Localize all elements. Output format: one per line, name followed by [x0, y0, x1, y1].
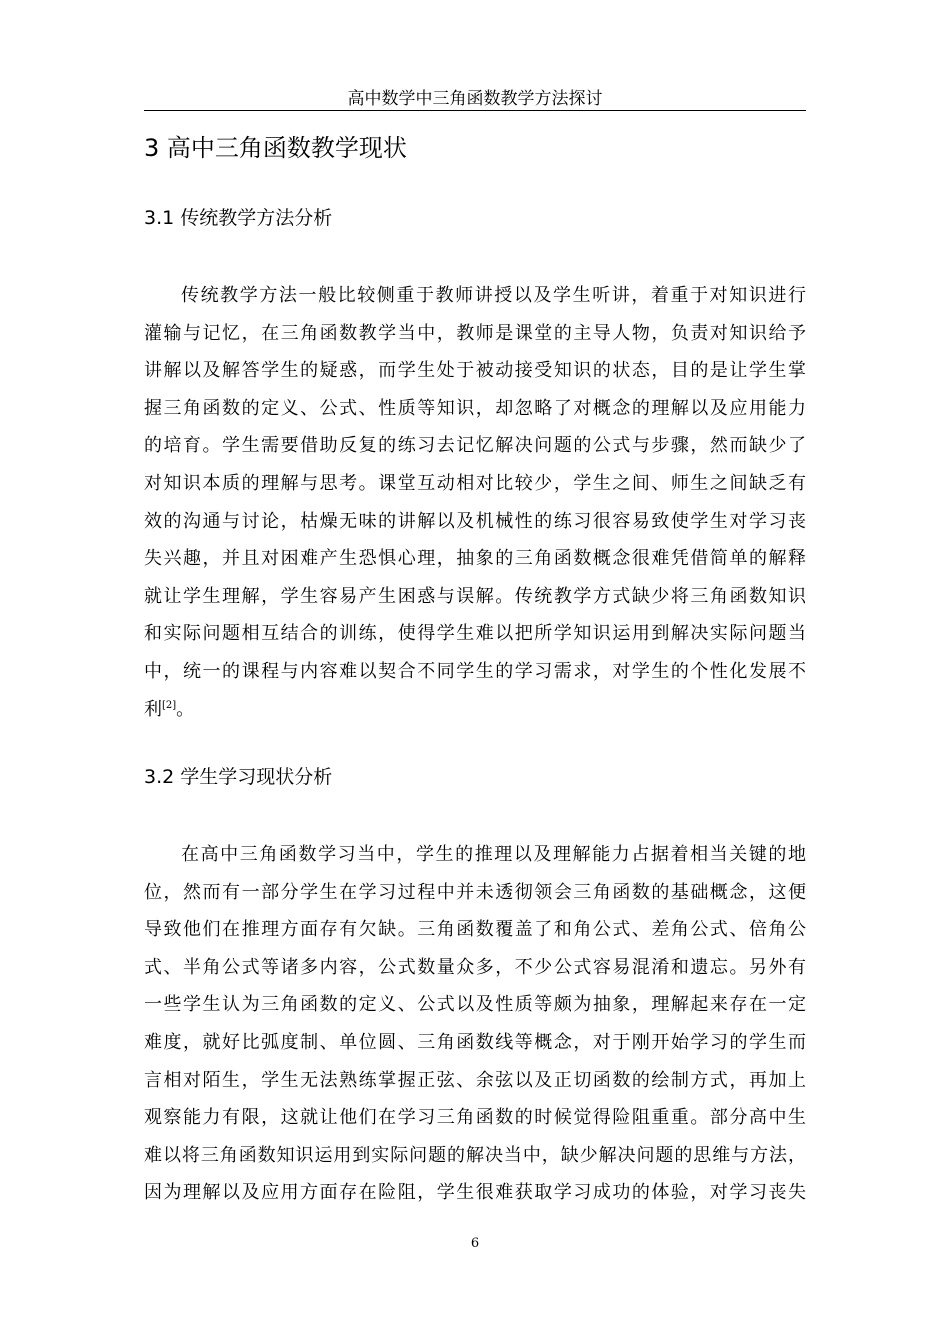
paragraph-line: 难度，就好比弧度制、单位圆、三角函数线等概念，对于刚开始学习的学生而 — [144, 1031, 806, 1053]
paragraph-line: 位，然而有一部分学生在学习过程中并未透彻领会三角函数的基础概念，这便 — [144, 881, 806, 903]
section-3-2-paragraph — [144, 836, 806, 1212]
paragraph-line: 失兴趣，并且对困难产生恐惧心理，抽象的三角函数概念很难凭借简单的解释 — [144, 548, 806, 570]
paragraph-line: 的培育。学生需要借助反复的练习去记忆解决问题的公式与步骤，然而缺少了 — [144, 435, 806, 457]
paragraph-line: 式、半角公式等诸多内容，公式数量众多，不少公式容易混淆和遗忘。另外有 — [144, 956, 806, 978]
section-title-3-1: 3.1 传统教学方法分析 — [144, 207, 333, 229]
paragraph-line: 观察能力有限，这就让他们在学习三角函数的时候觉得险阻重重。部分高中生 — [144, 1107, 806, 1129]
paragraph-line: 对知识本质的理解与思考。课堂互动相对比较少，学生之间、师生之间缺乏有 — [144, 472, 806, 494]
header-divider — [144, 110, 806, 111]
paragraph-line: 灌输与记忆，在三角函数教学当中，教师是课堂的主导人物，负责对知识给予 — [144, 322, 806, 344]
paragraph-line: 和实际问题相互结合的训练，使得学生难以把所学知识运用到解决实际问题当 — [144, 623, 806, 645]
paragraph-line: 就让学生理解，学生容易产生困惑与误解。传统教学方式缺少将三角函数知识 — [144, 585, 806, 607]
paragraph-line: 讲解以及解答学生的疑惑，而学生处于被动接受知识的状态，目的是让学生掌 — [144, 360, 806, 382]
last-line-end: 。 — [176, 698, 195, 720]
page-number: 6 — [470, 1236, 480, 1251]
paragraph-line: 握三角函数的定义、公式、性质等知识，却忽略了对概念的理解以及应用能力 — [144, 397, 806, 419]
paragraph-line: 传统教学方法一般比较侧重于教师讲授以及学生听讲，着重于对知识进行 — [181, 285, 806, 306]
chapter-title: 3 高中三角函数教学现状 — [144, 134, 407, 162]
last-line-text: 利 — [144, 698, 162, 720]
paragraph-line: 因为理解以及应用方面存在险阻，学生很难获取学习成功的体验，对学习丧失 — [144, 1182, 806, 1204]
paragraph-line: 一些学生认为三角函数的定义、公式以及性质等颇为抽象，理解起来存在一定 — [144, 994, 806, 1016]
running-header: 高中数学中三角函数教学方法探讨 — [347, 89, 603, 109]
paragraph-line: 效的沟通与讨论，枯燥无味的讲解以及机械性的练习很容易致使学生对学习丧 — [144, 510, 806, 532]
paragraph-line: 导致他们在推理方面存有欠缺。三角函数覆盖了和角公式、差角公式、倍角公 — [144, 919, 806, 941]
section-3-1-paragraph — [144, 277, 806, 728]
section-title-3-2: 3.2 学生学习现状分析 — [144, 766, 333, 788]
paragraph-line: 中，统一的课程与内容难以契合不同学生的学习需求，对学生的个性化发展不 — [144, 660, 806, 682]
paragraph-line: 难以将三角函数知识运用到实际问题的解决当中，缺少解决问题的思维与方法， — [144, 1144, 806, 1166]
paragraph-last-line — [144, 691, 806, 729]
paragraph-line: 言相对陌生，学生无法熟练掌握正弦、余弦以及正切函数的绘制方式，再加上 — [144, 1069, 806, 1091]
citation-reference[interactable]: [2] — [162, 699, 177, 711]
paragraph-line: 在高中三角函数学习当中，学生的推理以及理解能力占据着相当关键的地 — [181, 844, 806, 865]
